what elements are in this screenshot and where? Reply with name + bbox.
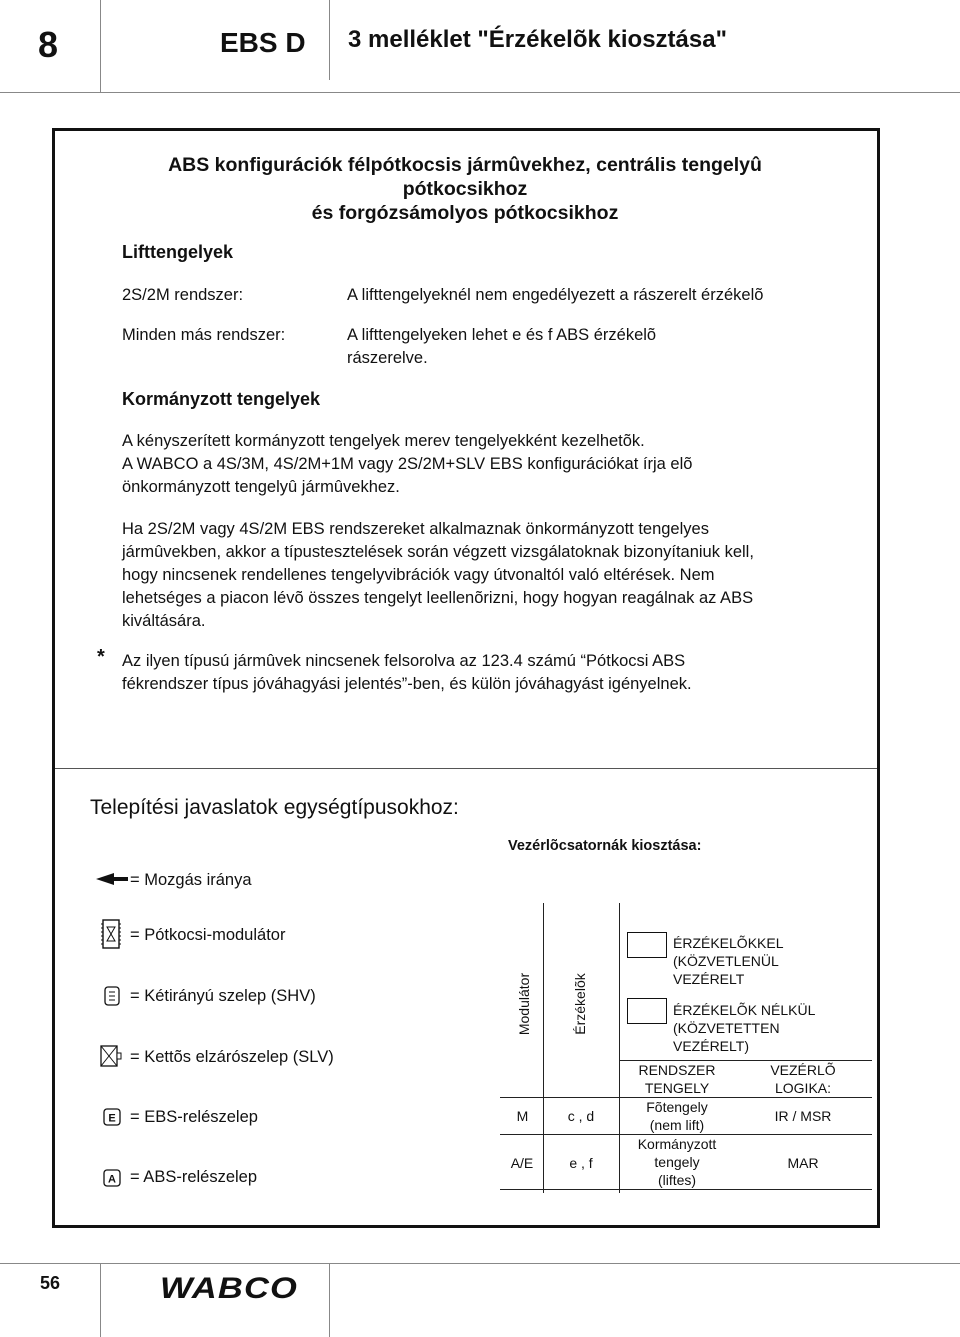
footer-divider bbox=[329, 1263, 330, 1337]
brand-logo: WABCO bbox=[160, 1272, 298, 1305]
chapter-number: 8 bbox=[37, 24, 59, 65]
legend-box-text: ÉRZÉKELÕKKEL (KÖZVETLENÜL VEZÉRELT bbox=[673, 935, 784, 987]
col-header-modulator: Modulátor bbox=[516, 972, 532, 1036]
steer-heading: Kormányzott tengelyek bbox=[122, 389, 321, 409]
legend-label: = EBS-relészelep bbox=[130, 1108, 258, 1126]
header-divider bbox=[100, 0, 101, 92]
legend-label: = Pótkocsi-modulátor bbox=[130, 926, 286, 944]
legend-box-text: ÉRZÉKELÕK NÉLKÜL (KÖZVETETTEN VEZÉRELT) bbox=[673, 1002, 816, 1054]
install-title: Telepítési javaslatok egységtípusokhoz: bbox=[90, 796, 459, 819]
table-vline bbox=[543, 903, 544, 1193]
header-rule bbox=[0, 92, 960, 93]
channel-title: Vezérlõcsatornák kiosztása: bbox=[508, 838, 702, 854]
cell-modulator: A/E bbox=[510, 1155, 534, 1171]
svg-text:A: A bbox=[108, 1173, 116, 1186]
cell-axle: Fõtengely (nem lift) bbox=[646, 1099, 708, 1133]
note-text: Az ilyen típusú jármûvek nincsenek felsorolva az 123.4 számú “Pótkocsi ABS fékrendszer típus jóváhagyási jelentés”-ben, és külön jóváhagyást igényelnek. bbox=[122, 652, 692, 693]
cell-logic: MAR bbox=[787, 1155, 819, 1171]
page-title: 3 melléklet "Érzékelõk kiosztása" bbox=[348, 26, 727, 53]
legend-label: = ABS-relészelep bbox=[130, 1168, 258, 1186]
note-marker: * bbox=[97, 646, 105, 668]
product-name: EBS D bbox=[220, 27, 306, 58]
arrow-left-icon bbox=[96, 872, 128, 886]
double-shutoff-valve-icon bbox=[100, 1045, 124, 1067]
footer-rule bbox=[0, 1263, 960, 1264]
direction-label: = Mozgás iránya bbox=[130, 871, 252, 889]
frame-divider bbox=[55, 768, 877, 769]
hdr-control-logic: VEZÉRLÕ LOGIKA: bbox=[770, 1062, 836, 1096]
legend-label: = Kettõs elzárószelep (SLV) bbox=[130, 1048, 334, 1066]
footer-divider bbox=[100, 1263, 101, 1337]
two-way-valve-icon bbox=[103, 985, 121, 1007]
legend-box-without-sensors bbox=[627, 998, 667, 1024]
trailer-modulator-icon bbox=[100, 918, 122, 950]
hdr-system-axle: RENDSZER TENGELY bbox=[638, 1062, 716, 1096]
legend-label: = Kétirányú szelep (SHV) bbox=[130, 987, 316, 1005]
paragraph-2: Ha 2S/2M vagy 4S/2M EBS rendszereket alkalmaznak önkormányzott tengelyes jármûvekben, akkor a típustesztelések során végzett vizsgálatoknak bizonyítaniuk kell, hogy nincsenek rendellenes tengelyvibrációk vagy útvonaltól való eltérések. Nem lehetséges a piacon lévõ összes tengelyt leellenõrizni, hogy hogyan reagálnak az ABS kiváltására. bbox=[122, 520, 754, 630]
cell-modulator: M bbox=[516, 1108, 529, 1124]
lift-row-label: Minden más rendszer: bbox=[122, 326, 286, 344]
section-title: ABS konfigurációk félpótkocsis jármûvekhez, centrális tengelyû pótkocsikhoz és forgózsámolyos pótkocsikhoz bbox=[168, 154, 762, 224]
cell-sensors: c , d bbox=[567, 1108, 595, 1124]
page-number: 56 bbox=[39, 1273, 61, 1293]
col-header-sensors: Érzékelõk bbox=[572, 973, 588, 1035]
svg-text:E: E bbox=[108, 1112, 116, 1125]
table-hline bbox=[500, 1189, 872, 1190]
cell-sensors: e , f bbox=[569, 1155, 593, 1171]
ebs-relay-valve-icon bbox=[103, 1108, 121, 1126]
paragraph-1: A kényszerített kormányzott tengelyek merev tengelyekként kezelhetõk. A WABCO a 4S/3M, 4S/2M+1M vagy 2S/2M+SLV EBS konfigurációkat írja elõ önkormányzott tengelyû jármûvekhez. bbox=[122, 432, 693, 496]
cell-axle: Kormányzott tengely (liftes) bbox=[637, 1136, 717, 1188]
lift-row-text: A lifttengelyeknél nem engedélyezett a rászerelt érzékelõ bbox=[347, 286, 764, 304]
lift-row-text: A lifttengelyeken lehet e és f ABS érzékelõ rászerelve. bbox=[347, 326, 657, 367]
header-divider bbox=[329, 0, 330, 80]
abs-relay-valve-icon bbox=[103, 1169, 121, 1187]
legend-box-with-sensors bbox=[627, 932, 667, 958]
lift-heading: Lifttengelyek bbox=[122, 242, 234, 262]
table-vline bbox=[619, 903, 620, 1193]
cell-logic: IR / MSR bbox=[774, 1108, 832, 1124]
lift-row-label: 2S/2M rendszer: bbox=[122, 286, 244, 304]
